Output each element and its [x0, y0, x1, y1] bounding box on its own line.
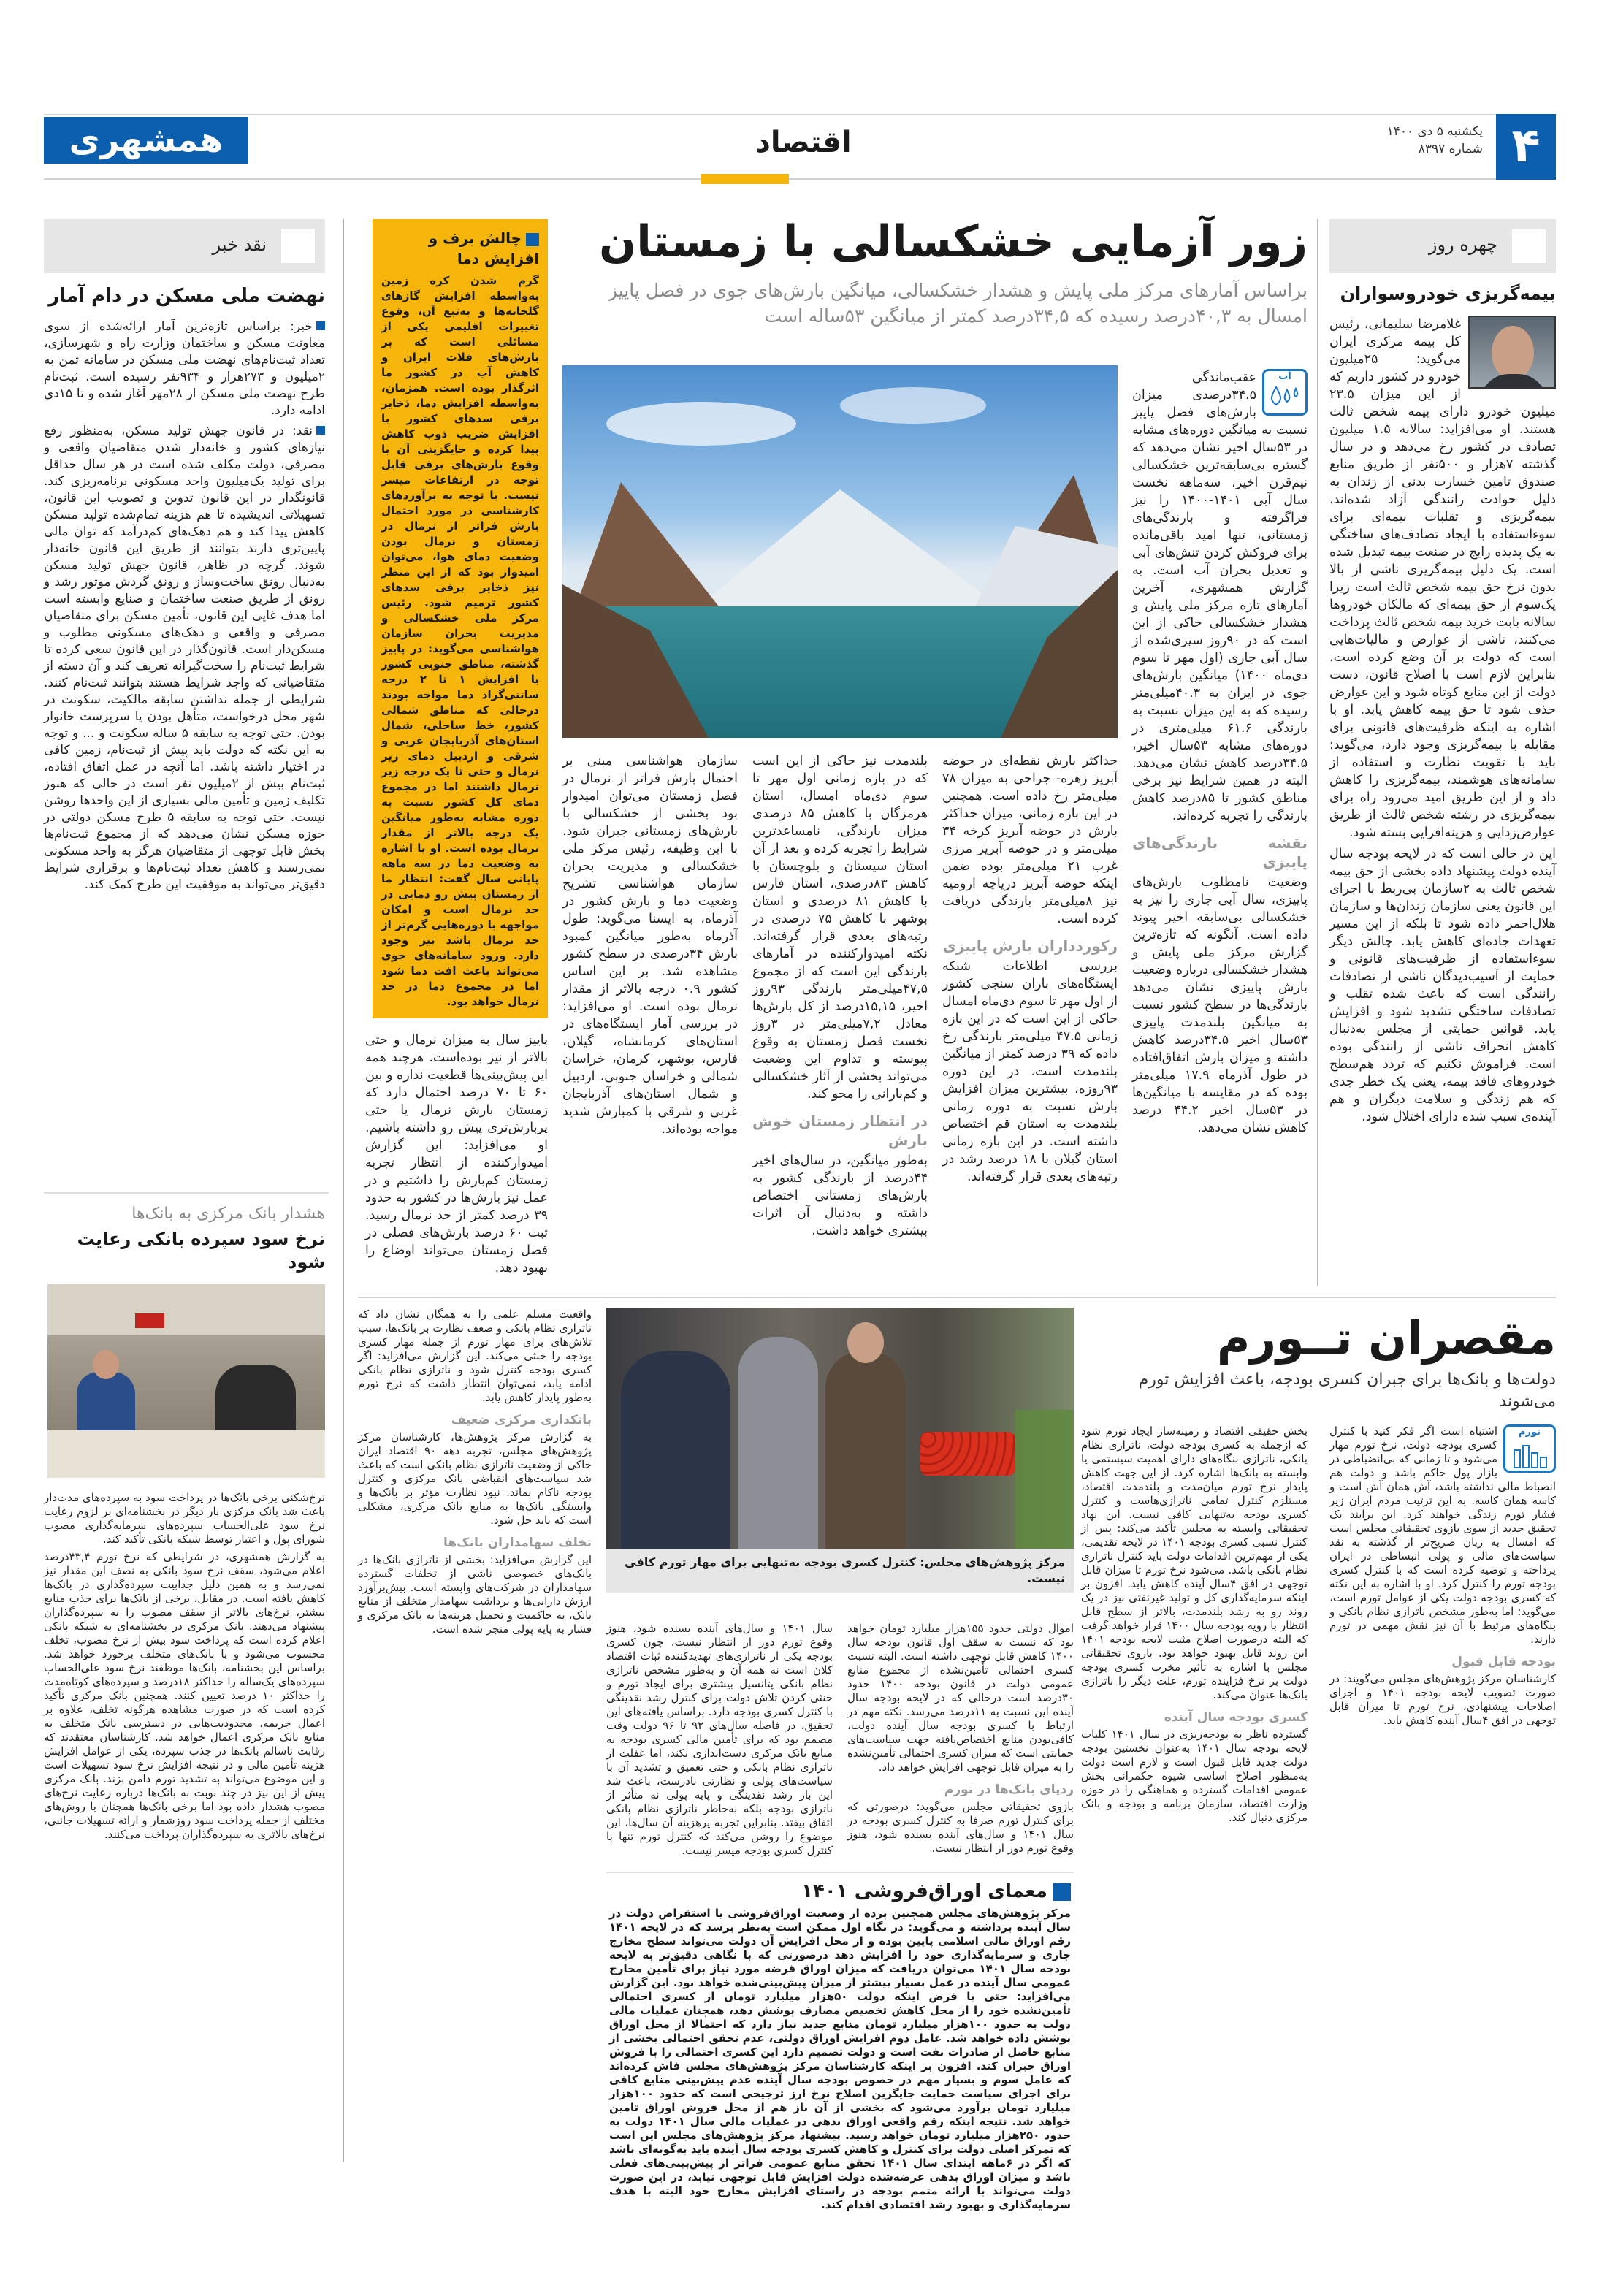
inflation-right-columns	[1081, 1424, 1556, 1828]
bank-column	[44, 1204, 325, 1845]
inflation-icon-label: تورم	[1518, 1427, 1541, 1438]
column-label-text: نقد خبر	[212, 234, 267, 255]
bullet-icon	[316, 321, 325, 330]
inflation-center-columns	[606, 1622, 1074, 1861]
section-divider	[358, 1297, 1556, 1298]
photo-caption: مرکز پژوهش‌های مجلس: کنترل کسری بودجه به‌تنهایی برای مهار تورم کافی نیست.	[606, 1549, 1074, 1593]
main-col-b	[942, 752, 1118, 1189]
inflation-headline: مقصران تــورم	[1216, 1311, 1556, 1365]
column-label-naghd	[44, 219, 325, 273]
naghd-news	[44, 319, 325, 419]
inflation-icon	[1503, 1424, 1556, 1473]
inflation-center-area	[606, 1308, 1074, 2218]
chehreh-paragraph: این در حالی است که در لایحه بودجه سال آینده دولت پیشنهاد داده بخشی از حق بیمه شخص ثالث به ۲سازمان بی‌ربط با اجرای این قانون یعنی سازمان زندان‌ها و سازمان هلال‌احمر داده شود تا بلکه از این مسیر تعهدات جاده‌ای کاهش یابد. چالش دیگر سوءاستفاده از ظرفیت‌های قانونی و حمایت از آسیب‌دیدگان ناشی از تصادفات رانندگی است که باعث شده تقلب و تصادفات ساختگی تشدید شود و افزایش یابد. قوانین حمایتی از مجلس به‌دنبال کاهش انحراف ناشی از رانندگی بوده است. فراموش نکنیم که تردد هم‌سطح خودروهای فاقد بیمه، یعنی یک خطر جدی که هم زندگی و سلامت دیگران و هم آینده‌ی سبب شده دارای اختلال شود.	[1329, 847, 1556, 1124]
inflation-col-2	[1081, 1424, 1308, 1828]
column-label-chehreh	[1329, 219, 1556, 273]
article-paragraph: بررسی اطلاعات شبکه ایستگاه‌های باران سنجی کشور از اول مهر تا سوم دی‌ماه امسال حاکی از این است که در این بازه زمانی ۴۷.۵ میلی‌متر بارندگی رخ داده که ۳۹ درصد کمتر از میانگین بلندمدت است. در این دوره ۹۳روزه، بیشترین میزان افزایش بارش نسبت به دوره زمانی بلندمدت به استان قم اختصاص داشته است. در این بازه زمانی استان گیلان با ۱۸ درصد رشد در رتبه‌های بعدی قرار گرفته‌اند.	[942, 959, 1118, 1184]
article-paragraph: به گزارش مرکز پژوهش‌ها، کارشناسان مرکز پژوهش‌های مجلس، تجربه دهه ۹۰ اقتصاد ایران حاکی از وضعیت ناترازی نظام بانکی است که باعث شد سیاست‌های انقباضی بانک مرکزی و کنترل بودجه ناکام بماند. نبود نظارت مؤثر بر بانک‌ها و وابستگی بانک‌ها به منابع بانک مرکزی، مشکلی است که باید حل شود.	[358, 1430, 592, 1527]
inflation-col-4	[606, 1622, 833, 1861]
column-divider	[1317, 219, 1318, 1286]
article-paragraph: وضعیت نامطلوب بارش‌های پاییزی، سال آبی جاری را نیز به خشکسالی بی‌سابقه اخیر پیوند داده است. آنگونه که تازه‌ترین گزارش مرکز ملی پایش و هشدار خشکسالی درباره وضعیت بارش پاییزی نشان می‌دهد بارندگی‌ها در سطح کشور نسبت به میانگین بلندمدت پاییزی ۵۳سال اخیر ۳۴.۵درصد کاهش داشته و میزان بارش اتفاق‌افتاده در طول آذرماه ۱۷.۹ میلی‌متر بوده که در مقایسه با میانگین‌ها در ۵۳سال اخیر ۴۴.۲ درصد کاهش نشان می‌دهد.	[1132, 875, 1308, 1135]
yellow-column	[365, 219, 548, 1281]
issue-info	[1329, 123, 1483, 158]
article-paragraph: عقب‌ماندگی ۳۴.۵درصدی میزان بارش‌های فصل پاییز نسبت به میانگین دوره‌های مشابه در ۵۳سال اخیر نشان می‌دهد که گستره بی‌سابقه‌ترین خشکسالی نیم‌قرن اخیر، سه‌ماهه نخست سال آبی ۱۴۰۱-۱۴۰۰ را نیز فراگرفته و بارندگی‌های زمستانی، تنها امید باقی‌مانده برای فروکش کردن تنش‌های آبی و تعدیل بحران آب است. به گزارش همشهری، آخرین آمارهای تازه مرکز ملی پایش و هشدار خشکسالی حاکی از این است که در ۹۰روز سپری‌شده از سال آبی جاری (اول مهر تا سوم دی‌ماه ۱۴۰۰) میانگین بارش‌های جوی در ایران به ۴۰.۳میلی‌متر رسیده که به این میزان نسبت به بارندگی ۶۱.۶ میلی‌متری در دوره‌های مشابه ۵۳سال اخیر، ۳۴.۵درصد کاهش نشان می‌دهد. البته در همین شرایط نیز برخی مناطق کشور تا ۸۵درصد کاهش بارندگی را تجربه کرده‌اند.	[1132, 370, 1308, 823]
issue-date: یکشنبه ۵ دی ۱۴۰۰	[1386, 124, 1483, 139]
article-paragraph: کارشناسان مرکز پژوهش‌های مجلس می‌گویند: در صورت تصویب لایحه بودجه ۱۴۰۱ و اجرای اصلاحات پیشنهادی، نرخ تورم تا میزان قابل توجهی در افق ۴سال آینده کاهش یابد.	[1329, 1672, 1556, 1727]
article-paragraph: حداکثر بارش نقطه‌ای در حوضه آبریز زهره- جراحی به میزان ۷۸ میلی‌متر رخ داده است. همچنین در این بازه زمانی، میزان حداکثر بارش در حوضه آبریز کرخه ۳۴ میلی‌متر و در حوضه آبریز مرزی غرب ۲۱ میلی‌متر بوده ضمن اینکه حوضه آبریز دریاچه ارومیه نیز ۸میلی‌متر بارندگی دریافت کرده است.	[942, 754, 1118, 926]
main-subtitle: براساس آمارهای مرکز ملی پایش و هشدار خشکسالی، میانگین بارش‌های جوی در فصل پاییز امسال به ۴۰,۳درصد رسیده که ۳۴,۵درصد کمتر از میانگین ۵۳ساله است	[608, 280, 1308, 327]
naghd-news-text: خبر: براساس تازه‌ترین آمار ارائه‌شده از سوی معاونت مسکن و ساختمان وزارت راه و شهرسازی، تعداد ثبت‌نام‌های نهضت ملی مسکن در سامانه ثمن به ۲میلیون و ۲۷۳هزار و ۹۳۴نفر رسیده است. ثبت‌نام طرح نهضت ملی مسکن از ۲۸مهر آغاز شده و تا ۱۵دی ادامه دارد.	[44, 319, 326, 418]
article-paragraph: سال ۱۴۰۱ و سال‌های آینده بسنده شود، هنوز وقوع تورم دور از انتظار نیست، چون کسری بودجه یکی از ناترازی‌های تهدیدکننده ثبات اقتصاد کلان است نه همه آن و به‌طور مشخص ناترازی نظام بانکی پتانسیل بیشتری برای ایجاد تورم و خنثی کردن تلاش دولت برای کنترل رشد نقدینگی با کنترل کسری بودجه دارد. براساس یافته‌های این تحقیق، در فاصله سال‌های ۹۲ تا ۹۶ دولت وقت مصمم بود که برای تأمین مالی کسری بودجه به منابع بانک مرکزی دست‌اندازی نکند، اما غفلت از ناترازی نظام بانکی و حتی تعمیق و تشدید آن با سیاست‌های پولی و نظارتی نادرست، باعث شد این بار رشد نقدینگی و پایه پولی نه متأثر از ناترازی بودجه بلکه به‌خاطر ناترازی نظام بانکی اتفاق بیفتد. بنابراین تجربه پرهزینه آن سال‌ها، این موضوع را روشن می‌کند که کنترل تورم تنها با کنترل کسری بودجه میسر نیست.	[606, 1622, 833, 1857]
subheading: در انتظار زمستان خوش بارش	[752, 1113, 928, 1149]
yellow-box-title	[381, 228, 539, 269]
main-header	[555, 212, 1308, 329]
main-headline: زور آزمایی خشکسالی با زمستان	[599, 216, 1308, 267]
article-paragraph: بلندمدت نیز حاکی از این است که در بازه زمانی اول مهر تا سوم دی‌ماه امسال، استان هرمزگان با کاهش ۸۵ درصدی میزان بارندگی، نامساعدترین شرایط را تجربه کرده و بعد از آن استان سیستان و بلوچستان با کاهش ۸۳درصدی، استان فارس با کاهش ۸۱ درصدی و استان بوشهر با کاهش ۷۵ درصدی در رتبه‌های بعدی قرار گرفته‌اند. نکته امیدوارکننده در آمارهای بارندگی این است که از مجموع ۴۷,۵میلی‌متر بارندگی ۹۳روز اخیر، ۱۵,۱۵درصد از کل بارش‌ها معادل ۷,۲میلی‌متر در ۳روز نخست فصل زمستان به وقوع پیوسته و تداوم این وضعیت می‌تواند بخشی از آثار خشکسالی و کم‌بارانی را محو کند.	[752, 754, 928, 1102]
article-paragraph: اشتباه است اگر فکر کنید با کنترل کسری بودجه دولت، نرخ تورم مهار می‌شود و تا زمانی که بی‌انضباطی در بازار پول حاکم باشد و دولت هم انضباط مالی نداشته باشد، آش همان آش است و کاسه همان کاسه. به این ترتیب مردم ایران زیر فشار تورم زندگی خواهند کرد. این برایند یک تحقیق جدید از سوی بازوی تحقیقاتی مجلس است که امسال به زبان صریح‌تر از گذشته به نقد سیاست‌های مالی و پولی انبساطی در ایران پرداخته و توصیه کرده است که با کنترل کسری بودجه تورم را کنترل کرد. او با اشاره به این نکته که کسری بودجه دولت یکی از عوامل تورم است، می‌گوید: اما به‌طور مشخص ناترازی نظام بانکی و بنگاه‌های مرتبط با آن نیز نقش مهمی در تورم دارند.	[1329, 1424, 1556, 1646]
main-col-d	[562, 752, 738, 1142]
article-paragraph: سازمان هواشناسی مبنی بر احتمال بارش فراتر از نرمال در فصل زمستان می‌توان امیدوار بود بخشی از خشکسالی با بارش‌های زمستانی جبران شود. با این وظیفه، رئیس مرکز ملی خشکسالی و مدیریت بحران سازمان هواشناسی تشریح وضعیت دما و بارش کشور در آذرماه، به ایسنا می‌گوید: طول آذرماه به‌طور میانگین کمبود بارش ۳۴درصدی در سطح کشور مشاهده شد. بر این اساس کشور ۰.۹ درجه بالاتر از مقدار نرمال بوده است. او می‌افزاید: در بررسی آمار ایستگاه‌های در استان‌های کرمانشاه، گیلان، فارس، بوشهر، کرمان، خراسان شمالی و خراسان جنوبی، اردبیل و شمال استان‌های آذربایجان غربی و شرقی با کمبارش شدید مواجه بوده‌اند.	[562, 754, 738, 1137]
bank-body	[44, 1491, 325, 1845]
header-top-rule	[44, 114, 1505, 115]
naghd-title: نهضت ملی مسکن در دام آمار	[48, 285, 325, 307]
chehreh-column	[1329, 219, 1556, 1129]
market-crowd-photo	[606, 1308, 1074, 1549]
issue-number: شماره ۸۳۹۷	[1418, 142, 1483, 156]
bullet-icon	[316, 426, 325, 435]
subheading: بانکداری مرکزی ضعیف	[451, 1413, 592, 1427]
yellow-box-title-text: چالش برف و افزایش دما	[428, 229, 539, 267]
box-bullet-icon	[1053, 1883, 1071, 1901]
article-paragraph: پاییز سال به میزان نرمال و حتی بالاتر از نیز بوده‌است. هرچند همه این پیش‌بینی‌ها قطعیت نداره و بین ۶۰ تا ۷۰ درصد احتمال دارد که زمستان بارش نرمال یا حتی پربارش‌تری پیش رو داشته باشیم. او می‌افزاید: این گزارش امیدوارکننده از انتظار تجربه زمستان کم‌بارش را داشتیم و در عمل نیز بارش‌ها در کشور به حدود ۳۹ درصد کمتر از حد نرمال رسید. ثبت ۶۰ درصد بارش‌های فصلی در فصل زمستان می‌تواند اوضاع را بهبود دهد.	[365, 1033, 548, 1275]
page-number: ۴	[1496, 114, 1556, 180]
chehreh-title: بیمه‌گریزی خودروسواران	[1340, 283, 1556, 304]
inflation-col-1	[1329, 1424, 1556, 1731]
article-paragraph: واقعیت مسلم علمی را به همگان نشان داد که ناترازی نظام بانکی و ضعف نظارت بر بانک‌ها، سبب تلاش‌های برای مهار تورم از جمله مهار کسری بودجه را خنثی می‌کند. این گزارش می‌افزاید: اگر کسری بودجه کنترل شود و ناترازی نظام بانکی ادامه یابد، نمی‌توان انتظار داشت که نرخ تورم به‌طور پایدار کاهش یابد.	[358, 1308, 592, 1404]
label-square	[281, 229, 315, 263]
water-drops-icon	[1264, 383, 1305, 412]
section-divider	[44, 1192, 329, 1194]
yellow-sidebar-box	[373, 219, 548, 1018]
box-bullet-icon	[526, 233, 539, 246]
column-divider	[343, 219, 344, 2162]
main-col-e	[365, 1031, 548, 1281]
mountain-lake-photo	[562, 365, 1118, 738]
article-paragraph: اموال دولتی حدود ۱۵۵هزار میلیارد تومان خواهد بود که نسبت به سقف اول قانون بودجه سال ۱۴۰۰ کاهش قابل توجهی داشته است. البته نسبت کسری احتمالی تأمین‌نشده از مجموع منابع عمومی دولت در قانون بودجه ۱۴۰۰ حدود ۳۰درصد است درحالی که در لایحه بودجه سال آینده این نسبت به ۱۱درصد می‌رسد. نکته مهم در ارتباط با کسری بودجه سال آینده دولت، کافی‌بودن منابع اختصاص‌یافته جهت سیاست‌های حمایتی است که میزان کسری احتمالی تأمین‌نشده را به میزان قابل توجهی افزایش خواهد داد.	[847, 1622, 1074, 1774]
subheading: کسری بودجه سال آینده	[1164, 1710, 1308, 1725]
article-paragraph: این گزارش می‌افزاید: بخشی از ناترازی بانک‌ها در بانک‌های خصوصی ناشی از تخلفات گسترده سهامداران در شرکت‌های وابسته است. بیش‌برآورد ارزش دارایی‌ها و برداشت سهامدار متخلف از منابع بانک، به حاکمیت و تحمیل هزینه‌ها به بانک مرکزی و فشار به پایه پولی منجر شده است.	[358, 1553, 592, 1636]
bonds-box-text: مرکز پژوهش‌های مجلس همچنین پرده از وضعیت اوراق‌فروشی یا استقراض دولت در سال آینده برداشته و می‌گوید: در نگاه اول ممکن است به‌نظر برسد که در لایحه ۱۴۰۱ رقم اوراق مالی اسلامی پایین بوده و از محل افزایش آن دولت می‌تواند سطح مخارج جاری و سرمایه‌گذاری خود را افزایش دهد درصورتی که با نگاهی دقیق‌تر به لایحه بودجه سال ۱۴۰۱ می‌توان دریافت که میزان اوراق قرضه مورد نیاز برای تأمین مخارج عمومی سال آینده در عمل بسیار بیشتر از میزان پیش‌بینی‌شده خواهد بود. این گزارش می‌افزاید: حتی با فرض اینکه دولت ۵۰هزار میلیارد تومان از کسری احتمالی تأمین‌نشده خود را از محل کاهش تخصیص مصارف پوشش دهد، همچنان عملیات مالی دولت به حدود ۱۰۰هزار میلیارد تومان منابع جدید نیاز دارد که احتمالا از محل اوراق پوشش داده خواهد شد. عامل دوم افزایش اوراق دولتی، عدم تحقق احتمالی بخشی از منابع حاصل از صادرات نفت است و دولت تصمیم دارد این کسری احتمالی را با فروش اوراق جبران کند. افزون بر اینکه کارشناسان مرکز پژوهش‌های مجلس فاش کرده‌اند که عامل سوم و بسیار مهم در خصوص بودجه سال آینده عدم پیش‌بینی منابع کافی برای اجرای سیاست حمایت جایگزین اصلاح نرخ ارز ترجیحی است که حدود ۱۰۰هزار میلیارد تومان برآورد می‌شود که بخشی از آن باز هم از محل فروش اوراق تامین خواهد شد. نتیجه اینکه رقم واقعی اوراق بدهی در عملیات مالی سال ۱۴۰۱ دولت به حدود ۲۵۰هزار میلیارد تومان خواهد رسید. پیشنهاد مرکز پژوهش‌های مجلس این است که تمرکز اصلی دولت برای کنترل و کاهش کسری بودجه سال آینده باید به‌گونه‌ای باشد که اگر در ۶ماهه ابتدای سال ۱۴۰۱ تحقق منابع عمومی فراتر از پیش‌بینی‌های فعلی باشد و میزان اوراق بدهی عرضه‌شده دولت افزایش قابل توجهی نیابد، در این صورت دولت می‌تواند با ارائه متمم بودجه در راستای افزایش مخارج خود البته با هدف سرمایه‌گذاری و بهبود رشد اقتصادی اقدام کند.	[609, 1907, 1072, 2211]
column-label-text: چهره روز	[1428, 234, 1497, 255]
main-col-c	[752, 752, 928, 1243]
water-icon-label: آب	[1278, 371, 1291, 382]
chehreh-body	[1329, 316, 1556, 1129]
naghd-body	[44, 319, 325, 897]
inflation-col-5	[358, 1308, 592, 1640]
bonds-box	[606, 1872, 1074, 2218]
article-paragraph: نرخ‌شکنی برخی بانک‌ها در پرداخت سود به سپرده‌های مدت‌دار باعث شد بانک مرکزی بار دیگر در بخشنامه‌ای بر لزوم رعایت نرخ سود علی‌الحساب سپرده‌های سرمایه‌گذاری مصوب شورای پول و اعتبار توسط شبکه بانکی تأکید کند.	[44, 1491, 325, 1546]
newspaper-logo[interactable]: همشهری	[44, 117, 248, 164]
subheading: ردپای بانک‌ها در تورم	[944, 1782, 1074, 1797]
label-square	[1512, 229, 1546, 263]
yellow-box-text: گرم شدن کره زمین به‌واسطه افزایش گازهای گلخانه‌ها و به‌تبع آن، وقوع تغییرات اقلیمی یکی از مسائلی است که بر بارش‌های فلات ایران و کاهش آب در کشور ما اثرگذار بوده است. همزمان، به‌واسطه افزایش دما، ذخایر برفی سدهای کشور با افزایش ضریب ذوب کاهش پیدا کرده و جایگزینی آن با وقوع بارش‌های برفی قابل توجه در ارتفاعات میسر نیست. با توجه به برآوردهای کارشناسی در مورد احتمال بارش فراتر از نرمال در زمستان و نرمال بودن وضعیت دمای هوا، می‌توان امیدوار بود که از این منظر نیز ذخایر برفی سدهای کشور ترمیم شود. رئیس مرکز ملی خشکسالی و مدیریت بحران سازمان هواشناسی می‌گوید: در پاییز گذشته، مناطق جنوبی کشور با افزایش ۱ تا ۲ درجه سانتی‌گراد دما مواجه بودند درحالی که مناطق شمالی کشور، خط ساحلی، شمال استان‌های آذربایجان غربی و شرقی و اردبیل دمای زیر نرمال و حتی تا یک درجه زیر نرمال داشتند اما در مجموع دمای کل کشور نسبت به دوره مشابه به‌طور میانگین یک درجه بالاتر از مقدار نرمال بوده است. او با اشاره به وضعیت دما در سه ماهه پایانی سال گفت: انتظار ما از زمستان پیش رو دمایی در حد نرمال است و امکان مواجهه با دوره‌هایی گرم‌تر از حد نرمال باشد نیز وجود دارد. ورود سامانه‌های جوی می‌تواند باعث افت دما شود اما در مجموع دما در حد نرمال خواهد بود.	[381, 274, 539, 1008]
bar-chart-icon	[1505, 1438, 1554, 1471]
bonds-box-title	[609, 1879, 1071, 1904]
section-accent-bar	[701, 174, 789, 184]
article-paragraph: به‌طور میانگین، در سال‌های اخیر ۴۴درصد از بارندگی کشور به بارش‌های زمستانی اختصاص داشته و به‌دنبال آن اثرات بیشتری خواهد داشت.	[752, 1153, 928, 1238]
inflation-right-area	[1081, 1308, 1556, 1828]
subheading: بودجه قابل قبول	[1451, 1655, 1556, 1669]
naghd-column	[44, 219, 325, 897]
article-paragraph: بازوی تحقیقاتی مجلس می‌گوید: درصورتی که برای کنترل تورم صرفا به کنترل کسری بودجه در سال ۱۴۰۱ و سال‌های آینده بسنده شود، هنوز وقوع تورم دور از انتظار نیست.	[847, 1800, 1074, 1855]
inflation-subtitle: دولت‌ها و بانک‌ها برای جبران کسری بودجه، باعث افزایش تورم می‌شوند	[1138, 1370, 1556, 1411]
naghd-critique	[44, 423, 325, 893]
subheading: نقشه بارندگی‌های پاییزی	[1132, 834, 1308, 871]
water-icon	[1262, 369, 1308, 416]
bank-branch-photo	[47, 1284, 325, 1478]
bonds-box-title-text: معمای اوراق‌فروشی ۱۴۰۱	[801, 1880, 1047, 1902]
article-paragraph: به گزارش همشهری، در شرایطی که نرخ تورم ۴۳,۴درصد اعلام می‌شود، سقف نرخ سود بانکی به نصف این مقدار نیز نمی‌رسد و به همین دلیل جذابیت سپرده‌گذاری در بانک‌ها کاهش یافته است. در مقابل، برخی از بانک‌ها برای جذب منابع بیشتر، نرخ‌های بالاتر از سقف مصوب را به سپرده‌گذاران پیشنهاد می‌دهند. بانک مرکزی در بخشنامه‌ای به شبکه بانکی اعلام کرده است که پرداخت سود بیش از نرخ مصوب، تخلف محسوب می‌شود و با بانک‌های متخلف برخورد خواهد شد. براساس این بخشنامه، بانک‌ها موظفند نرخ سود علی‌الحساب سپرده‌های یک‌ساله را حداکثر ۱۸درصد و سپرده‌های کوتاه‌مدت را حداکثر ۱۰ درصد تعیین کنند. همچنین بانک مرکزی تأکید کرده است که در صورت مشاهده هرگونه تخلف، علاوه بر اعمال جریمه، محدودیت‌هایی در دسترسی بانک متخلف به منابع بانک مرکزی اعمال خواهد شد. کارشناسان معتقدند که رقابت ناسالم بانک‌ها در جذب سپرده، یکی از عوامل افزایش هزینه تأمین مالی و در نتیجه افزایش نرخ سود تسهیلات است و این موضوع می‌تواند به تشدید تورم دامن بزند. بانک مرکزی پیش از این نیز در چند نوبت به بانک‌ها درباره رعایت نرخ‌های مصوب هشدار داده بود اما برخی بانک‌ها همچنان با روش‌های مختلف از جمله پرداخت سود روزشمار و ارائه تسهیلات جانبی، نرخ‌های بالاتری به سپرده‌گذاران پرداخت می‌کنند.	[44, 1550, 325, 1841]
main-col-a	[1132, 369, 1308, 1140]
section-title: اقتصاد	[755, 126, 852, 159]
subheading: تخلف سهامداران بانک‌ها	[443, 1536, 592, 1550]
bank-kicker: هشدار بانک مرکزی به بانک‌ها	[131, 1205, 325, 1223]
inflation-col-3	[847, 1622, 1074, 1859]
article-paragraph: بخش حقیقی اقتصاد و زمینه‌ساز ایجاد تورم شود که ازجمله به کسری بودجه دولت، ناترازی نظام بانکی، ناترازی بنگاه‌های دارای اهمیت سیستمی یا وابسته به بانک‌ها اشاره کرد. از این جهت کاهش پایدار نرخ تورم میان‌مدت و بلندمدت اقتصاد، مستلزم کنترل تمامی ناترازی‌هاست و کنترل کسری بودجه به‌تنهایی کافی نیست. این نهاد تحقیقاتی وابسته به مجلس تأکید می‌کند: پس از کنترل نسبی کسری بودجه ۱۴۰۱ در لایحه تقدیمی، یکی از مهم‌ترین اقدامات دولت باید کنترل ناترازی نظام بانکی باشد. می‌شود نرخ تورم تا میزان قابل توجهی در افق ۴سال آینده کاهش یابد. افزون بر اینکه سرمایه‌گذاری کل و تولید غیرنفتی نیز در یک روند رو به رشد بلندمدت، بالاتر از سطح قابل انتظار با رویه بودجه سال ۱۴۰۰ قرار خواهد گرفت که البته درصورت اصلاح مثبت لایحه بودجه ۱۴۰۱ این روند قابل بهبود خواهد بود. بازوی تحقیقاتی مجلس با اشاره به تأثیر مخرب کسری بودجه دولت بر نرخ فزاینده تورم، علت دیگر را ناترازی بانک‌ها عنوان می‌کند.	[1081, 1424, 1308, 1701]
chehreh-paragraph: غلامرضا سلیمانی، رئیس کل بیمه مرکزی ایران می‌گوید: ۲۵میلیون خودرو در کشور داریم که از این میزان ۲۳.۵ میلیون خودرو دارای بیمه شخص ثالث هستند. او می‌افزاید: سالانه ۱.۵ میلیون تصادف در کشور رخ می‌دهد و در سال گذشته ۷هزار و ۵۰۰نفر از طریق منابع صندوق تامین خسارت بدنی از زندان به دلیل حوادث رانندگی آزاد شده‌اند. بیمه‌گریزی و تقلبات بیمه‌ای برای سوءاستفاده با ایجاد تصادف‌های ساختگی به یک پدیده رایج در صنعت بیمه تبدیل شده است. یک دلیل بیمه‌گریزی ناشی از بالا بدون نرخ حق بیمه شخص ثالث است زیرا یک‌سوم از حق بیمه‌ای که مالکان خودروها سالانه بابت خرید بیمه شخص ثالث پرداخت می‌کنند، ناشی از عوارض و مالیات‌هایی است که دولت بر آن وضع کرده است. بنابراین لازم است با اصلاح قانون، دست دولت از این منابع کوتاه شود و این عوارض حذف شود تا حق بیمه کاهش یابد. او با اشاره به اینکه ظرفیت‌های قانونی برای مقابله با بیمه‌گریزی وجود دارد، می‌گوید: باید با تقویت نظارت و استفاده از سامانه‌های هوشمند، بیمه‌گریزی را کاهش داد و از این طریق امید می‌رود راه برای بیمه‌گریزی در رشته شخص ثالث از طریق عوارض‌زدایی و هزینه‌افزایی بسته شود.	[1329, 317, 1556, 840]
bank-title: نرخ سود سپرده بانکی رعایت شود	[77, 1229, 325, 1273]
subheading: رکورد‌داران بارش پاییزی	[942, 937, 1118, 955]
portrait-photo	[1468, 316, 1556, 389]
article-paragraph: گسترده ناظر به بودجه‌ریزی در سال ۱۴۰۱ کلیات لایحه بودجه سال ۱۴۰۱ به‌عنوان نخستین بودجه دولت جدید قابل قبول است و لازم است دولت به‌منظور اصلاح اساسی شیوه حکمرانی بخش عمومی اقدامات گسترده و هماهنگی را در حوزه وزارت اقتصاد، سازمان برنامه و بودجه و بانک مرکزی دنبال کند.	[1081, 1728, 1308, 1824]
naghd-critique-text: نقد: در قانون جهش تولید مسکن، به‌منظور رفع نیازهای کشور و خانه‌دار شدن متقاضیان واقعی و مصرفی، دولت مکلف شده است در هر سال حداقل برای تولید یک‌میلیون واحد مسکونی برنامه‌ریزی کند. قانونگذار در این قانون تدوین و تصویب این قانون، تسهیلاتی اندیشیده تا هم هزینه تمام‌شده تولید مسکن کاهش پیدا کند و هم دهک‌های کم‌درآمد که توان مالی پایین‌تری دارند بتوانند از طریق این قانون خانه‌دار شوند. گرچه در ظاهر، قانون جهش تولید مسکن به‌دنبال رونق ساخت‌وساز و رونق گردش موتور رشد و رونق از طریق صنعت ساختمان و صنایع وابسته است اما هدف غایی این قانون، تأمین مسکن برای متقاضیان مصرفی و واقعی و دهک‌های مسکونی مطلوب و مسکن‌دار است. قانون‌گذار در این قانون سعی کرده تا شرایط ثبت‌نام را سخت‌گیرانه تعریف کند و آن دسته از متقاضیانی که واجد شرایط هستند بتوانند ثبت‌نام کنند. شرایطی از جمله نداشتن سابقه مالکیت، سکونت در شهر محل درخواست، متأهل بودن یا سرپرست خانوار بودن. حتی توجه به سابقه ۵ ساله سکونت و ... و توجه به این نکته که دولت باید پیش از ثبت‌نام، زمین کافی در اختیار داشته باشد. اما آنچه در عمل اتفاق افتاده، ثبت‌نام بیش از ۲میلیون نفر است در حالی که هنوز تکلیف زمین و تأمین مالی بسیاری از این واحدها روشن نیست. حتی توجه به سابقه ۵ طرح مسکن دولتی در حوزه مسکن نشان می‌دهد که از مجموع ثبت‌نام‌ها بخش قابل توجهی از متقاضیان هرگز به واحد مسکونی نمی‌رسند و کاهش تعداد ثبت‌نام‌ها و برقراری شرایط دقیق‌تر می‌تواند به موفقیت این طرح کمک کند.	[44, 424, 326, 892]
